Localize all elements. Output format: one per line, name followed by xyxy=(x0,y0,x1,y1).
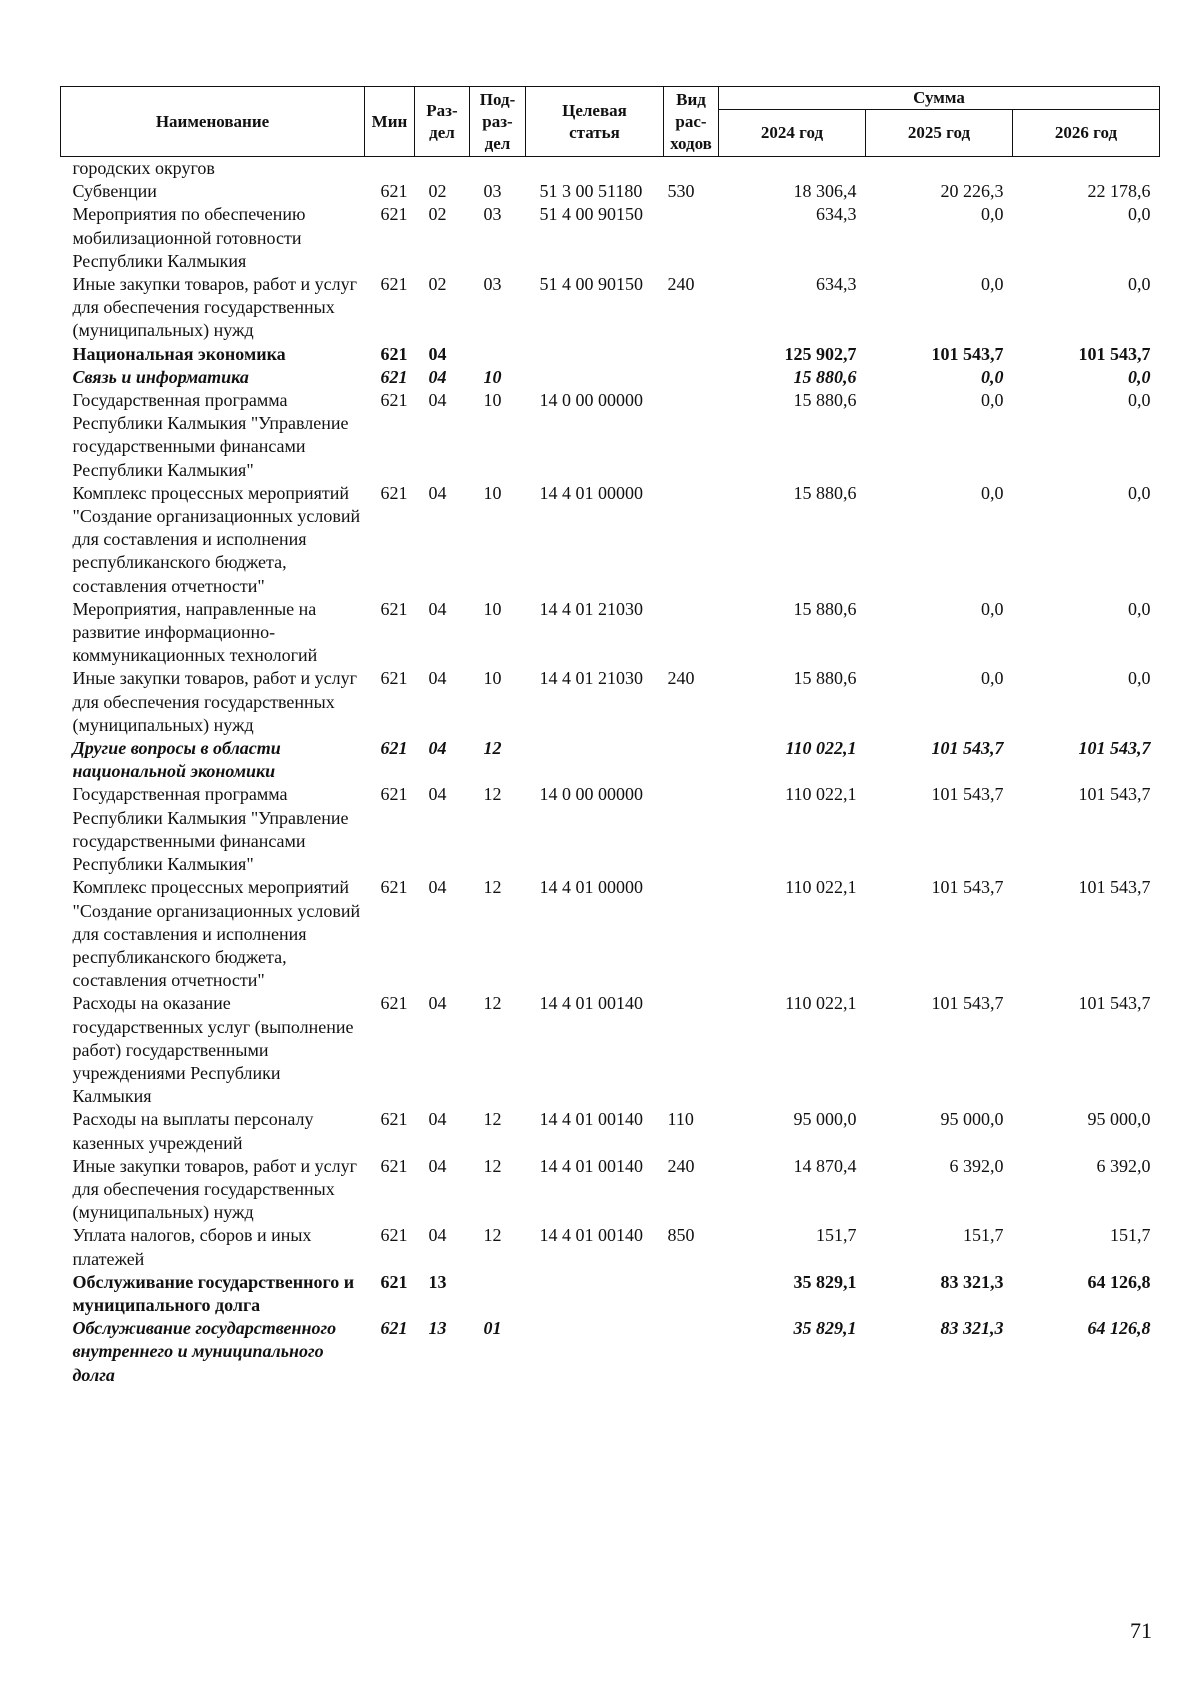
row-celevaya: 14 4 01 00140 xyxy=(539,1155,643,1176)
table-row xyxy=(61,1155,1160,1225)
row-name: Связь и информатика xyxy=(72,366,249,387)
row-celevaya xyxy=(526,1271,664,1317)
row-vid xyxy=(664,366,719,389)
row-amount-2026: 64 126,8 xyxy=(1087,1318,1151,1339)
row-celevaya: 51 4 00 90150 xyxy=(539,204,643,225)
row-razdel: 04 xyxy=(428,482,447,503)
row-amount-2026: 101 543,7 xyxy=(1078,877,1151,898)
row-celevaya: 14 4 01 00000 xyxy=(539,877,643,898)
table-row xyxy=(61,1224,1160,1270)
row-name: Государственная программа Республики Калмыкия "Управление государственными финансами Республики Калмыкия" xyxy=(72,390,349,480)
table-row xyxy=(61,1271,1160,1317)
row-min: 621 xyxy=(380,482,408,503)
row-amount-2024: 14 870,4 xyxy=(793,1155,857,1176)
row-amount-2024: 125 902,7 xyxy=(784,343,857,364)
row-amount-2026: 95 000,0 xyxy=(1087,1109,1151,1130)
row-celevaya xyxy=(526,343,664,366)
row-name: Иные закупки товаров, работ и услуг для обеспечения государственных (муниципальных) нужд xyxy=(72,1155,357,1223)
row-celevaya xyxy=(526,366,664,389)
row-min: 621 xyxy=(380,784,408,805)
page-number: 71 xyxy=(1130,1618,1152,1643)
row-celevaya xyxy=(526,737,664,783)
row-vid xyxy=(664,482,719,598)
row-vid: 850 xyxy=(667,1225,695,1246)
row-amount-2026: 0,0 xyxy=(1128,668,1151,689)
row-amount-2024: 634,3 xyxy=(816,204,857,225)
table-row xyxy=(61,389,1160,482)
row-vid xyxy=(664,203,719,273)
row-razdel: 02 xyxy=(428,181,447,202)
row-celevaya: 14 0 00 00000 xyxy=(539,390,643,411)
row-celevaya: 14 4 01 00140 xyxy=(539,993,643,1014)
row-razdel: 04 xyxy=(428,738,447,759)
header-razdel: Раз- дел xyxy=(415,87,470,157)
row-amount-2024: 15 880,6 xyxy=(793,668,857,689)
row-amount-2024: 15 880,6 xyxy=(793,598,857,619)
row-amount-2024: 35 829,1 xyxy=(793,1318,857,1339)
row-razdel: 04 xyxy=(428,993,447,1014)
row-vid: 530 xyxy=(667,181,695,202)
row-vid: 240 xyxy=(667,668,695,689)
row-razdel: 13 xyxy=(428,1271,447,1292)
table-row xyxy=(61,783,1160,876)
budget-table xyxy=(60,86,1160,1387)
table-row xyxy=(61,876,1160,992)
row-amount-2026: 101 543,7 xyxy=(1078,784,1151,805)
row-min xyxy=(365,157,415,181)
row-vid: 110 xyxy=(667,1109,694,1130)
row-amount-2024: 110 022,1 xyxy=(785,877,857,898)
row-name: Расходы на выплаты персоналу казенных учреждений xyxy=(72,1109,314,1153)
row-celevaya: 14 4 01 00140 xyxy=(539,1109,643,1130)
row-name: Иные закупки товаров, работ и услуг для обеспечения государственных (муниципальных) нужд xyxy=(72,668,357,735)
header-year-2026: 2026 год xyxy=(1013,110,1160,157)
row-amount-2024: 95 000,0 xyxy=(793,1109,857,1130)
row-amount-2026: 0,0 xyxy=(1128,366,1151,387)
row-name: Иные закупки товаров, работ и услуг для обеспечения государственных (муниципальных) нужд xyxy=(72,274,357,341)
row-amount-2026: 101 543,7 xyxy=(1078,738,1151,759)
row-amount-2025 xyxy=(866,157,1013,181)
table-row xyxy=(61,157,1160,181)
row-amount-2025: 0,0 xyxy=(981,598,1004,619)
row-amount-2024: 35 829,1 xyxy=(793,1271,857,1292)
row-podrazdel: 12 xyxy=(483,1225,502,1246)
header-summa: Сумма xyxy=(719,87,1160,110)
row-min: 621 xyxy=(380,993,408,1014)
row-amount-2025: 101 543,7 xyxy=(931,784,1004,805)
row-amount-2025: 101 543,7 xyxy=(931,738,1004,759)
row-amount-2025: 101 543,7 xyxy=(931,877,1004,898)
row-vid xyxy=(664,992,719,1108)
row-amount-2026: 0,0 xyxy=(1128,482,1151,503)
row-podrazdel: 10 xyxy=(483,390,502,411)
table-row xyxy=(61,1317,1160,1387)
row-name: Национальная экономика xyxy=(72,343,286,364)
row-podrazdel: 10 xyxy=(483,598,502,619)
row-podrazdel: 01 xyxy=(483,1318,502,1339)
row-razdel: 04 xyxy=(428,668,447,689)
row-vid xyxy=(664,389,719,482)
row-min: 621 xyxy=(380,1271,408,1292)
row-razdel: 04 xyxy=(428,366,447,387)
row-podrazdel: 12 xyxy=(483,1109,502,1130)
header-vid: Вид рас- ходов xyxy=(664,87,719,157)
row-min: 621 xyxy=(380,366,408,387)
row-podrazdel xyxy=(470,1271,526,1317)
row-amount-2024 xyxy=(719,157,866,181)
row-amount-2026: 22 178,6 xyxy=(1087,181,1151,202)
row-podrazdel: 10 xyxy=(483,366,502,387)
row-min: 621 xyxy=(380,738,408,759)
table-row xyxy=(61,343,1160,366)
row-amount-2024: 15 880,6 xyxy=(793,390,857,411)
row-vid xyxy=(664,343,719,366)
row-podrazdel: 12 xyxy=(483,738,502,759)
table-row xyxy=(61,203,1160,273)
row-amount-2025: 101 543,7 xyxy=(931,993,1004,1014)
row-razdel: 04 xyxy=(428,343,447,364)
row-amount-2025: 0,0 xyxy=(981,390,1004,411)
row-name: Субвенции xyxy=(72,181,157,202)
row-amount-2025: 151,7 xyxy=(963,1225,1004,1246)
row-amount-2024: 110 022,1 xyxy=(785,993,857,1014)
row-amount-2026: 64 126,8 xyxy=(1087,1271,1151,1292)
row-razdel: 13 xyxy=(428,1318,447,1339)
row-amount-2025: 6 392,0 xyxy=(949,1155,1004,1176)
row-podrazdel: 03 xyxy=(483,181,502,202)
row-min: 621 xyxy=(380,1318,408,1339)
row-vid xyxy=(664,737,719,783)
header-min: Мин xyxy=(365,87,415,157)
table-row xyxy=(61,667,1160,737)
row-name: Комплекс процессных мероприятий "Создание организационных условий для составления и исполнения республиканского бюджета, составления отчетности" xyxy=(72,877,361,991)
row-podrazdel: 10 xyxy=(483,668,502,689)
row-name: Уплата налогов, сборов и иных платежей xyxy=(72,1225,312,1269)
row-amount-2026 xyxy=(1013,157,1160,181)
row-celevaya: 51 3 00 51180 xyxy=(539,181,643,202)
row-razdel: 04 xyxy=(428,390,447,411)
row-name: Мероприятия по обеспечению мобилизационной готовности Республики Калмыкия xyxy=(72,204,306,271)
row-amount-2025: 0,0 xyxy=(981,204,1004,225)
table-row xyxy=(61,737,1160,783)
row-amount-2026: 101 543,7 xyxy=(1078,343,1151,364)
row-podrazdel: 12 xyxy=(483,993,502,1014)
budget-table-page xyxy=(60,86,1160,1387)
row-razdel: 04 xyxy=(428,1109,447,1130)
table-row xyxy=(61,598,1160,668)
row-razdel: 04 xyxy=(428,598,447,619)
row-razdel xyxy=(415,157,470,181)
row-min: 621 xyxy=(380,1109,408,1130)
row-min: 621 xyxy=(380,598,408,619)
table-body xyxy=(61,157,1160,1387)
row-name: городских округов xyxy=(72,158,215,178)
row-vid: 240 xyxy=(667,274,695,295)
row-amount-2025: 95 000,0 xyxy=(940,1109,1004,1130)
row-razdel: 04 xyxy=(428,877,447,898)
row-podrazdel: 03 xyxy=(483,274,502,295)
row-celevaya: 14 0 00 00000 xyxy=(539,784,643,805)
row-amount-2025: 20 226,3 xyxy=(940,181,1004,202)
row-min: 621 xyxy=(380,1155,408,1176)
row-amount-2024: 15 880,6 xyxy=(793,482,857,503)
row-vid xyxy=(664,598,719,668)
row-name: Другие вопросы в области национальной экономики xyxy=(72,738,281,782)
row-podrazdel xyxy=(470,157,526,181)
row-amount-2024: 15 880,6 xyxy=(793,366,857,387)
row-name: Комплекс процессных мероприятий "Создание организационных условий для составления и исполнения республиканского бюджета, составления отчетности" xyxy=(72,482,361,596)
table-row xyxy=(61,180,1160,203)
table-header xyxy=(61,87,1160,157)
row-amount-2025: 0,0 xyxy=(981,274,1004,295)
row-min: 621 xyxy=(380,668,408,689)
row-min: 621 xyxy=(380,343,408,364)
row-celevaya: 14 4 01 21030 xyxy=(539,598,643,619)
row-amount-2024: 151,7 xyxy=(816,1225,857,1246)
row-amount-2025: 0,0 xyxy=(981,482,1004,503)
row-razdel: 04 xyxy=(428,1155,447,1176)
row-min: 621 xyxy=(380,181,408,202)
row-amount-2025: 83 321,3 xyxy=(940,1271,1004,1292)
table-row xyxy=(61,482,1160,598)
row-celevaya xyxy=(526,157,664,181)
row-min: 621 xyxy=(380,274,408,295)
table-row xyxy=(61,1108,1160,1154)
row-amount-2025: 0,0 xyxy=(981,668,1004,689)
row-vid xyxy=(664,783,719,876)
row-vid xyxy=(664,1271,719,1317)
row-podrazdel xyxy=(470,343,526,366)
row-min: 621 xyxy=(380,1225,408,1246)
row-amount-2026: 101 543,7 xyxy=(1078,993,1151,1014)
row-name: Обслуживание государственного и муниципального долга xyxy=(72,1271,355,1315)
table-row xyxy=(61,366,1160,389)
row-vid xyxy=(664,1317,719,1387)
row-vid xyxy=(664,876,719,992)
row-amount-2024: 110 022,1 xyxy=(785,738,857,759)
row-razdel: 02 xyxy=(428,204,447,225)
row-celevaya: 14 4 01 00140 xyxy=(539,1225,643,1246)
row-name: Мероприятия, направленные на развитие информационно-коммуникационных технологий xyxy=(72,598,318,666)
row-podrazdel: 10 xyxy=(483,482,502,503)
header-year-2025: 2025 год xyxy=(866,110,1013,157)
row-amount-2024: 634,3 xyxy=(816,274,857,295)
row-min: 621 xyxy=(380,390,408,411)
row-min: 621 xyxy=(380,877,408,898)
row-celevaya: 51 4 00 90150 xyxy=(539,274,643,295)
row-amount-2025: 0,0 xyxy=(981,366,1004,387)
row-vid xyxy=(664,157,719,181)
row-podrazdel: 12 xyxy=(483,1155,502,1176)
row-amount-2025: 101 543,7 xyxy=(931,343,1004,364)
row-name: Обслуживание государственного внутреннего и муниципального долга xyxy=(72,1318,337,1385)
header-podrazdel: Под- раз- дел xyxy=(470,87,526,157)
row-vid: 240 xyxy=(667,1155,695,1176)
row-amount-2024: 110 022,1 xyxy=(785,784,857,805)
row-amount-2026: 6 392,0 xyxy=(1096,1155,1151,1176)
row-celevaya: 14 4 01 00000 xyxy=(539,482,643,503)
row-amount-2024: 18 306,4 xyxy=(793,181,857,202)
row-min: 621 xyxy=(380,204,408,225)
row-celevaya: 14 4 01 21030 xyxy=(539,668,643,689)
row-amount-2026: 151,7 xyxy=(1110,1225,1151,1246)
row-amount-2025: 83 321,3 xyxy=(940,1318,1004,1339)
header-celevaya: Целевая статья xyxy=(526,87,664,157)
row-razdel: 02 xyxy=(428,274,447,295)
table-row xyxy=(61,992,1160,1108)
row-amount-2026: 0,0 xyxy=(1128,598,1151,619)
row-amount-2026: 0,0 xyxy=(1128,274,1151,295)
row-podrazdel: 03 xyxy=(483,204,502,225)
row-podrazdel: 12 xyxy=(483,877,502,898)
row-name: Государственная программа Республики Калмыкия "Управление государственными финансами Республики Калмыкия" xyxy=(72,784,349,875)
row-amount-2026: 0,0 xyxy=(1128,390,1151,411)
row-podrazdel: 12 xyxy=(483,784,502,805)
header-name: Наименование xyxy=(61,87,365,157)
header-year-2024: 2024 год xyxy=(719,110,866,157)
row-razdel: 04 xyxy=(428,784,447,805)
row-amount-2026: 0,0 xyxy=(1128,204,1151,225)
table-row xyxy=(61,273,1160,343)
row-razdel: 04 xyxy=(428,1225,447,1246)
row-name: Расходы на оказание государственных услуг (выполнение работ) государственными учреждениями Республики Калмыкия xyxy=(72,993,354,1107)
row-celevaya xyxy=(526,1317,664,1387)
